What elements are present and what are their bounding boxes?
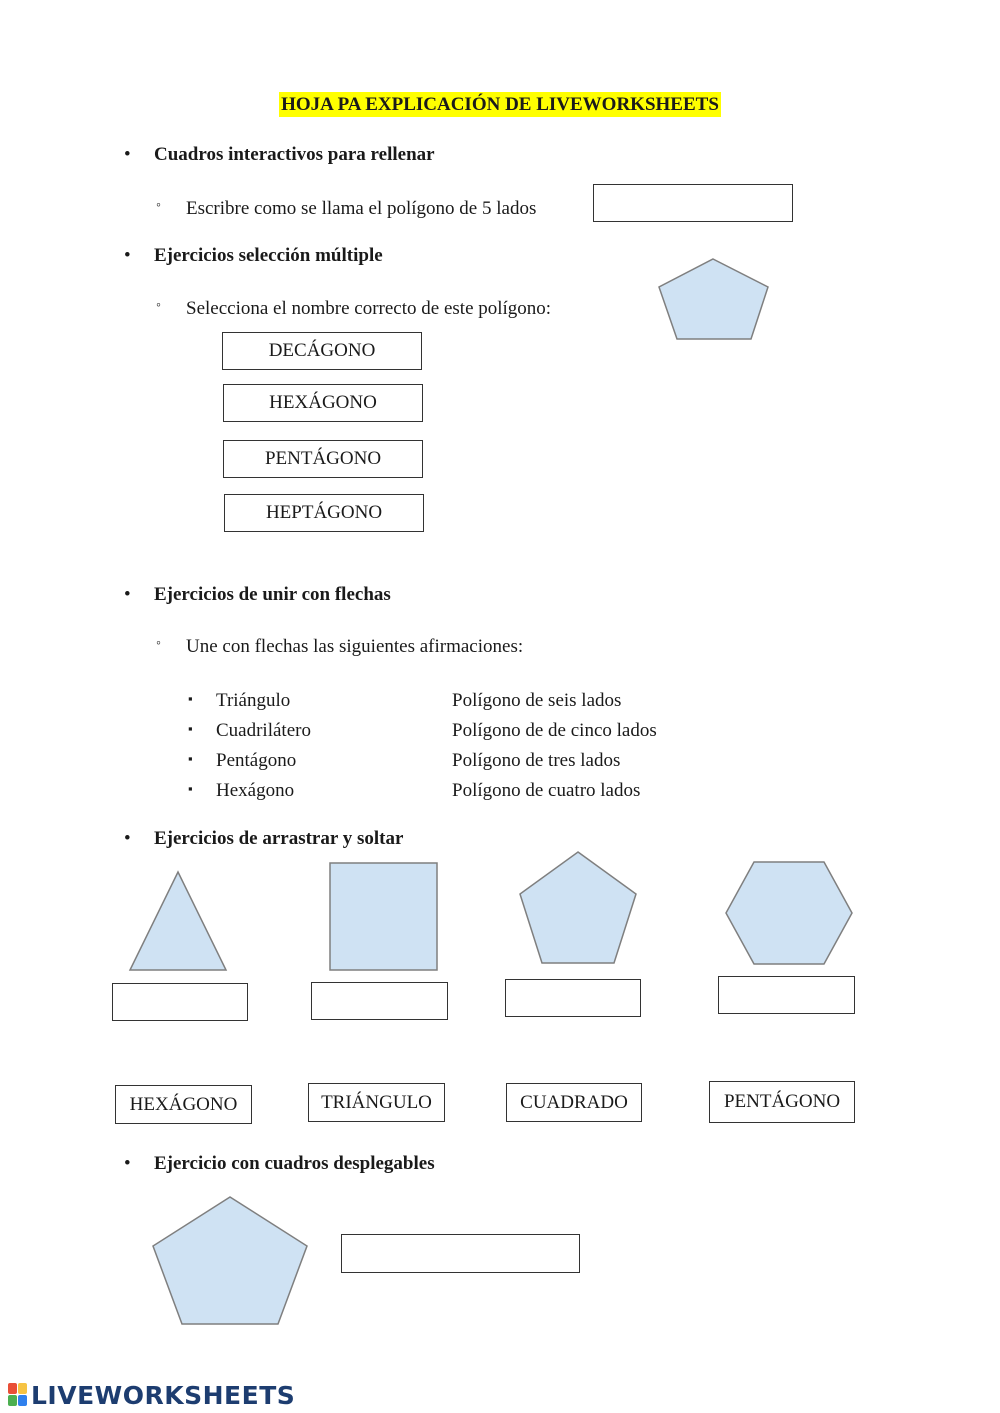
match-right-item[interactable]: Polígono de tres lados (452, 750, 621, 771)
match-left-item[interactable]: Triángulo (216, 690, 291, 711)
drop-zone-pentagon[interactable] (505, 979, 641, 1017)
pentagon-figure (150, 1194, 310, 1328)
match-left-item[interactable]: Cuadrilátero (216, 720, 311, 741)
match-right-item[interactable]: Polígono de cuatro lados (452, 780, 641, 801)
bullet-icon: • (124, 828, 131, 849)
square-bullet-icon: ▪ (188, 781, 193, 796)
section-heading: Cuadros interactivos para rellenar (154, 144, 435, 165)
square-bullet-icon: ▪ (188, 691, 193, 706)
sub-bullet-icon: ◦ (156, 198, 161, 213)
page-title (0, 94, 1000, 116)
match-left-item[interactable]: Pentágono (216, 750, 297, 771)
bullet-icon: • (124, 1153, 131, 1174)
match-prompt-text: Une con flechas las siguientes afirmaciones: (186, 636, 524, 657)
drop-zone-square[interactable] (311, 982, 448, 1020)
square-figure (328, 861, 440, 973)
match-right-item[interactable]: Polígono de de cinco lados (452, 720, 657, 741)
answer-input[interactable] (593, 184, 793, 222)
square-bullet-icon: ▪ (188, 751, 193, 766)
dropdown-select[interactable] (341, 1234, 580, 1273)
logo-cubes-icon (8, 1383, 28, 1407)
drag-label-hexagono[interactable]: HEXÁGONO (115, 1085, 252, 1124)
sub-bullet-icon: ◦ (156, 636, 161, 651)
match-left-item[interactable]: Hexágono (216, 780, 295, 801)
section-heading: Ejercicios de unir con flechas (154, 584, 391, 605)
bullet-icon: • (124, 144, 131, 165)
bullet-icon: • (124, 245, 131, 266)
drag-label-cuadrado[interactable]: CUADRADO (506, 1083, 642, 1122)
option-decagono[interactable]: DECÁGONO (222, 332, 422, 370)
choice-prompt-text: Selecciona el nombre correcto de este polígono: (186, 298, 552, 319)
triangle-figure (128, 870, 230, 974)
section-heading: Ejercicios de arrastrar y soltar (154, 828, 404, 849)
pentagon-figure (516, 850, 640, 966)
drag-label-triangulo[interactable]: TRIÁNGULO (308, 1083, 445, 1122)
liveworksheets-logo (8, 1378, 295, 1412)
option-pentagono[interactable]: PENTÁGONO (223, 440, 423, 478)
pentagon-figure (655, 255, 773, 345)
drop-zone-triangle[interactable] (112, 983, 248, 1021)
drop-zone-hexagon[interactable] (718, 976, 855, 1014)
hexagon-figure (723, 860, 855, 966)
logo-text: LIVEWORKSHEETS (31, 1380, 296, 1410)
match-right-item[interactable]: Polígono de seis lados (452, 690, 622, 711)
square-bullet-icon: ▪ (188, 721, 193, 736)
sub-bullet-icon: ◦ (156, 298, 161, 313)
section-heading: Ejercicios selección múltiple (154, 245, 383, 266)
bullet-icon: • (124, 584, 131, 605)
drag-label-pentagono[interactable]: PENTÁGONO (709, 1081, 855, 1123)
option-hexagono[interactable]: HEXÁGONO (223, 384, 423, 422)
option-heptagono[interactable]: HEPTÁGONO (224, 494, 424, 532)
page-title-text: HOJA PA EXPLICACIÓN DE LIVEWORKSHEETS (281, 94, 719, 115)
fill-prompt-text: Escribre como se llama el polígono de 5 lados (186, 198, 537, 219)
section-heading: Ejercicio con cuadros desplegables (154, 1153, 435, 1174)
